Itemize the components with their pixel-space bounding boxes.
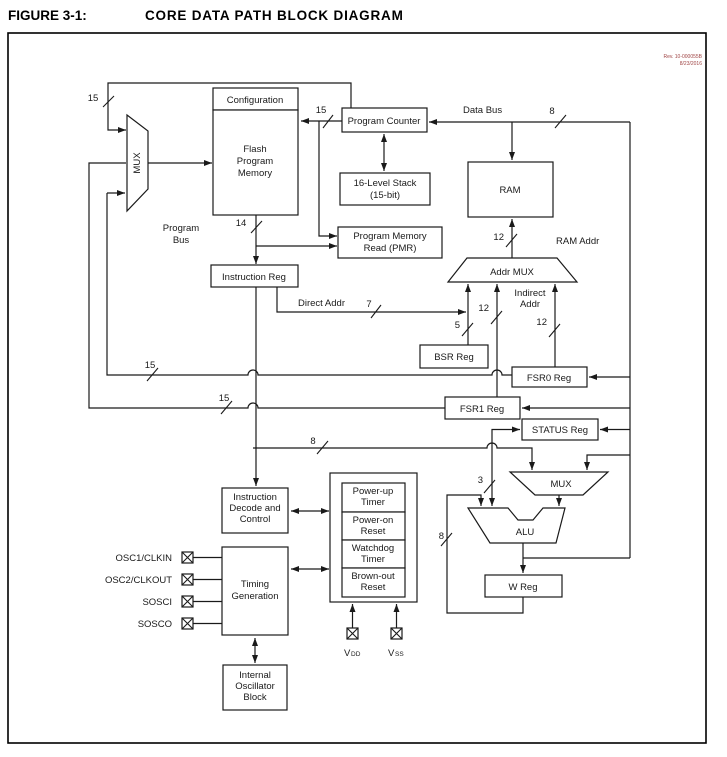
vss-label-sub: SS [395, 651, 404, 658]
width-literal: 8 [310, 436, 316, 447]
powerup-timer-label-1: Power-up [352, 486, 394, 497]
ram-label: RAM [499, 185, 521, 196]
indirect-addr-label-2: Addr [519, 299, 541, 310]
width-fsr1-indirect: 12 [478, 303, 489, 314]
bus-width-numbers [88, 93, 555, 542]
poweron-reset-label-1: Power-on [352, 515, 394, 526]
width-fsr0-indirect: 12 [536, 317, 547, 328]
vdd-label-sub: DD [351, 651, 361, 658]
width-status-alu: 3 [477, 475, 483, 486]
brownout-reset-label-2: Reset [360, 582, 386, 593]
sosco-pin-icon [182, 618, 193, 629]
width-data-bus: 8 [549, 106, 555, 117]
indirect-addr-label-1: Indirect [514, 288, 546, 299]
vdd-label-v: V [344, 648, 351, 659]
osc2-clkout-label: OSC2/CLKOUT [104, 575, 172, 586]
iob-label-2: Oscillator [235, 681, 275, 692]
instruction-reg-label: Instruction Reg [222, 272, 286, 283]
fsr1-reg-label: FSR1 Reg [459, 404, 505, 415]
figure-number: FIGURE 3-1: [8, 8, 87, 23]
width-fsr0-15: 15 [144, 360, 156, 371]
osc1-pin-icon [182, 552, 193, 563]
direct-addr-label: Direct Addr [298, 298, 345, 309]
configuration-label: Configuration [226, 95, 284, 106]
pmr-label-2: Read (PMR) [363, 243, 417, 254]
mux-left-label: MUX [132, 152, 143, 174]
decode-label-1: Instruction [233, 492, 277, 503]
width-wreg-alu: 8 [438, 531, 444, 542]
program-bus-label-1: Program [162, 223, 200, 234]
width-flash-ir: 14 [235, 218, 247, 229]
watchdog-timer-label-2: Timer [361, 554, 385, 565]
addr-mux-label: Addr MUX [490, 267, 534, 278]
w-reg-label: W Reg [508, 582, 538, 593]
width-pc-flash: 15 [315, 105, 327, 116]
data-bus-label: Data Bus [463, 105, 503, 116]
sosco-label: SOSCO [137, 619, 172, 630]
poweron-reset-label-2: Reset [360, 526, 386, 537]
pmr-label-1: Program Memory [353, 231, 427, 242]
wire-literal-to-muxright [253, 443, 532, 470]
osc2-pin-icon [182, 574, 193, 585]
sosci-label: SOSCI [142, 597, 172, 608]
status-reg-label: STATUS Reg [531, 425, 589, 436]
decode-label-3: Control [239, 514, 271, 525]
figure-title: CORE DATA PATH BLOCK DIAGRAM [145, 8, 404, 23]
iob-label-1: Internal [239, 670, 271, 681]
stack-label-2: (15-bit) [369, 190, 401, 201]
revision-date: 8/23/2016 [679, 61, 702, 67]
program-bus-label-2: Bus [172, 235, 190, 246]
timing-label-2: Generation [231, 591, 279, 602]
sosci-pin-icon [182, 596, 193, 607]
vss-label-v: V [388, 648, 395, 659]
decode-label-2: Decode and [229, 503, 281, 514]
fsr0-reg-label: FSR0 Reg [526, 373, 572, 384]
timing-label-1: Timing [240, 579, 270, 590]
flash-label-2: Program [236, 156, 274, 167]
width-pc-mux: 15 [87, 93, 99, 104]
wire-status-alu-bidir [492, 430, 520, 507]
vdd-pin-icon [347, 628, 358, 639]
ram-addr-label: RAM Addr [556, 236, 600, 247]
mux-right-label: MUX [550, 479, 572, 490]
powerup-timer-label-2: Timer [361, 497, 385, 508]
vss-pin-icon [391, 628, 402, 639]
wire-bus-to-muxright [587, 455, 630, 470]
program-counter-label: Program Counter [347, 116, 421, 127]
stack-label-1: 16-Level Stack [353, 178, 417, 189]
bsr-reg-label: BSR Reg [434, 352, 474, 363]
width-bsr: 5 [454, 320, 460, 331]
brownout-reset-label-1: Brown-out [351, 571, 395, 582]
watchdog-timer-label-1: Watchdog [351, 543, 395, 554]
width-direct-addr: 7 [366, 299, 372, 310]
osc1-clkin-label: OSC1/CLKIN [115, 553, 172, 564]
wire-pc-to-pmr [319, 121, 337, 236]
flash-label-3: Memory [237, 168, 273, 179]
iob-label-3: Block [243, 692, 267, 703]
revision-code: Rev. 10-000055B [663, 54, 702, 60]
slash-status-alu [484, 480, 495, 493]
width-fsr1-15: 15 [218, 393, 230, 404]
width-ram-addr: 12 [493, 232, 504, 243]
alu-label: ALU [515, 527, 535, 538]
flash-label-1: Flash [243, 144, 267, 155]
